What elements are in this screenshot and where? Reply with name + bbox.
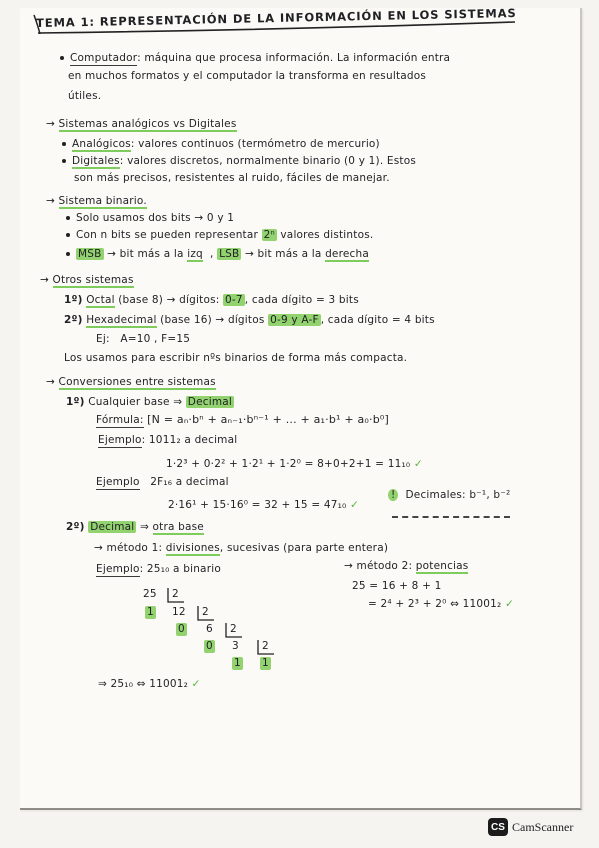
div-divisor: 2: [230, 623, 237, 635]
octal-term: Octal: [86, 294, 115, 306]
p1-number: 1º): [66, 396, 85, 408]
metodo1-divisiones: divisiones: [165, 542, 220, 554]
otros-heading: Otros sistemas: [52, 274, 134, 286]
formula-label: Fórmula:: [96, 414, 144, 426]
formula-text: [N = aₙ·bⁿ + aₙ₋₁·bⁿ⁻¹ + ... + a₁·b¹ + a₀·b⁰]: [147, 413, 389, 426]
ej2-calc-text: 2·16¹ + 15·16⁰ = 32 + 15 = 47₁₀: [168, 499, 347, 511]
div-dividend: 25: [143, 588, 157, 600]
pot-line-2-text: = 2⁴ + 2³ + 2⁰ ⇔ 11001₂: [368, 598, 502, 610]
lsb-der: derecha: [325, 248, 369, 260]
camscanner-logo: CS: [488, 818, 508, 836]
binario-b2-text: Con n bits se pueden representar: [76, 229, 259, 241]
hexa-text-2: , cada dígito = 4 bits: [320, 314, 435, 326]
decimales-text: Decimales: b⁻¹, b⁻²: [405, 489, 511, 501]
checkmark-icon: ✓: [413, 458, 423, 470]
binario-b1-text: Solo usamos dos bits → 0 y 1: [76, 212, 235, 224]
computador-line-3: útiles.: [68, 90, 102, 102]
sistemas-heading: Sistemas analógicos vs Digitales: [58, 118, 237, 130]
hexa-highlight: 0-9 y A-F: [270, 314, 319, 326]
ej-label: Ej:: [96, 333, 110, 345]
binario-b2-text-2: valores distintos.: [280, 229, 374, 241]
computador-line-2: en muchos formatos y el computador la transforma en resultados: [68, 70, 427, 82]
checkmark-icon: ✓: [504, 598, 514, 610]
div-divisor: 2: [262, 640, 269, 652]
checkmark-icon: ✓: [350, 499, 359, 511]
p2-highlight: Decimal: [90, 521, 135, 533]
camscanner-brand: CamScanner: [512, 819, 574, 834]
ej1-title: : 1011₂ a decimal: [141, 434, 238, 446]
checkmark-icon: ✓: [191, 678, 201, 690]
msb-label: MSB: [78, 248, 102, 260]
conversiones-heading: Conversiones entre sistemas: [58, 376, 216, 388]
digitales-term: Digitales: [72, 155, 120, 167]
metodo2-label: → método 2:: [344, 560, 413, 572]
div-dividend: 3: [232, 640, 239, 652]
ej2-title: 2F₁₆ a decimal: [150, 476, 229, 488]
hexa-number: 2º): [64, 314, 83, 326]
pot-line-1: 25 = 16 + 8 + 1: [352, 580, 442, 592]
div-remainder: 1: [147, 606, 154, 618]
hexa-term: Hexadecimal: [86, 314, 157, 326]
p1-text: Cualquier base ⇒: [88, 396, 183, 408]
ej3-text: : 25₁₀ a binario: [139, 563, 221, 575]
ej1-label: Ejemplo: [98, 434, 142, 446]
p2-text: otra base: [152, 521, 204, 533]
div-dividend: 12: [172, 606, 186, 618]
div-remainder: 0: [206, 640, 213, 652]
p1-highlight: Decimal: [187, 396, 233, 408]
div-divisor: 2: [172, 588, 179, 600]
ej-text: A=10 , F=15: [120, 333, 191, 345]
computador-def: : máquina que procesa información. La información entra: [137, 52, 451, 64]
analogicos-def: : valores continuos (termómetro de mercurio): [130, 138, 380, 150]
arrow-icon: →: [46, 195, 59, 207]
p2-arrow: ⇒: [139, 521, 149, 533]
otros-note: Los usamos para escribir nºs binarios de forma más compacta.: [64, 352, 408, 364]
digitales-line-2: son más precisos, resistentes al ruido, fáciles de manejar.: [74, 172, 390, 184]
octal-text: (base 8) → dígitos:: [118, 294, 220, 306]
metodo1-rest: , sucesivas (para parte entera): [219, 542, 389, 554]
div-quotient: 1: [262, 657, 269, 669]
result-line: [98, 678, 201, 691]
analogicos-term: Analógicos: [72, 138, 131, 150]
binario-b3: MSB → bit más a la izq , LSB → bit más a la derecha: [66, 248, 369, 261]
arrow-icon: →: [46, 118, 59, 130]
octal-highlight: 0-7: [225, 294, 243, 306]
arrow-icon: →: [40, 274, 53, 286]
computador-term: Computador: [70, 52, 138, 64]
metodo1-label: → método 1:: [94, 542, 163, 554]
lsb-label: LSB: [219, 248, 240, 260]
arrow-icon: →: [46, 376, 59, 388]
p2-number: 2º): [66, 521, 85, 533]
lightbulb-icon: !: [388, 489, 398, 501]
octal-text-2: , cada dígito = 3 bits: [244, 294, 359, 306]
lsb-text: → bit más a la: [244, 248, 322, 260]
div-divisor: 2: [202, 606, 209, 618]
metodo2-potencias: potencias: [415, 560, 469, 572]
div-remainder: 1: [234, 657, 241, 669]
binario-b2-highlight: 2ⁿ: [263, 229, 275, 241]
binario-heading: Sistema binario.: [58, 195, 147, 207]
octal-number: 1º): [64, 294, 83, 306]
hexa-text: (base 16) → dígitos: [160, 314, 265, 326]
ej2-label: Ejemplo: [96, 476, 140, 488]
div-dividend: 6: [206, 623, 213, 635]
camscanner-watermark: [488, 818, 573, 836]
digitales-def: : valores discretos, normalmente binario (0 y 1). Estos: [119, 155, 417, 167]
msb-text: → bit más a la: [107, 248, 184, 260]
ej3-label: Ejemplo: [96, 563, 140, 575]
ej1-calc-text: 1·2³ + 0·2² + 1·2¹ + 1·2⁰ = 8+0+2+1 = 11₁₀: [166, 458, 411, 470]
msb-izq: izq: [187, 248, 203, 260]
page-title: TEMA 1: REPRESENTACIÓN DE LA INFORMACIÓN EN LOS SISTEMAS: [35, 5, 517, 30]
div-remainder: 0: [178, 623, 185, 635]
result-text: ⇒ 25₁₀ ⇔ 11001₂: [98, 678, 188, 690]
